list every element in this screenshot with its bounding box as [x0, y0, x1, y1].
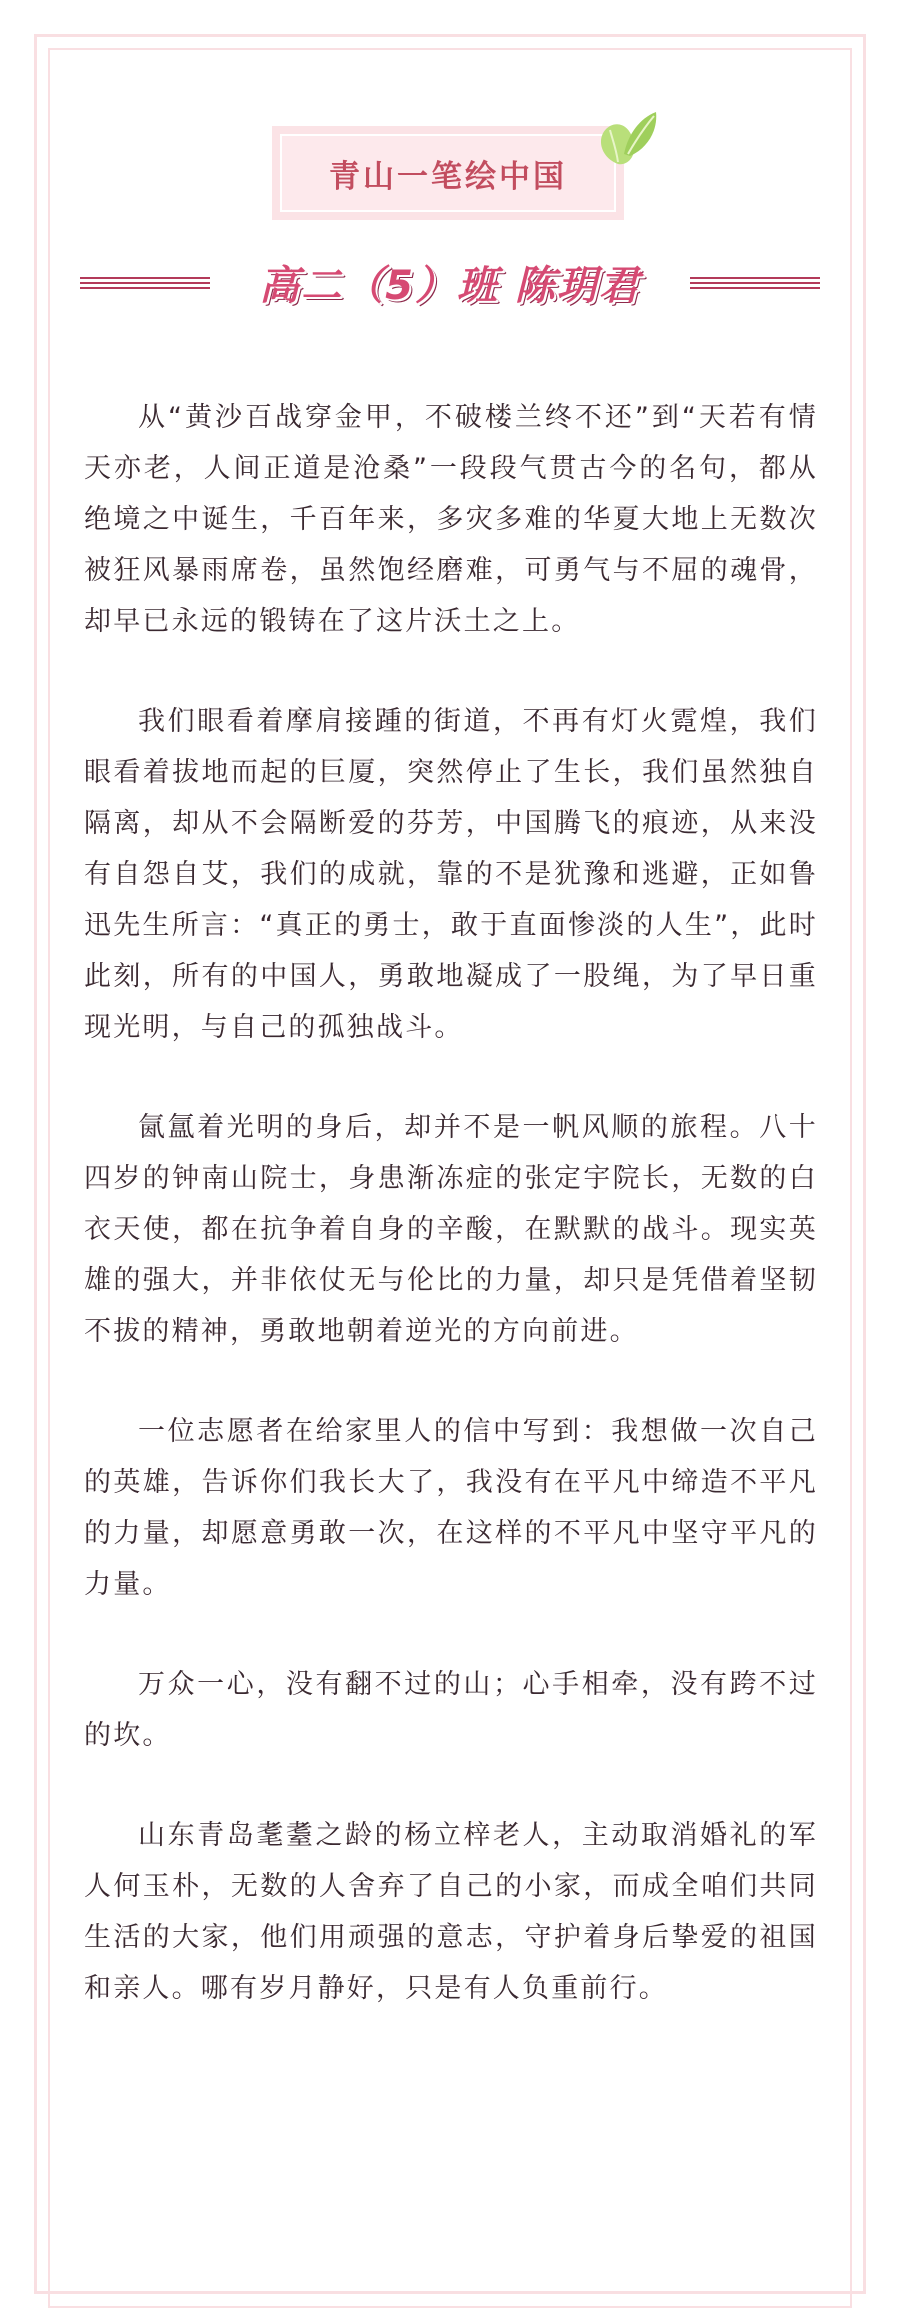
- paragraph: 山东青岛耄耋之龄的杨立梓老人，主动取消婚礼的军人何玉朴，无数的人舍弃了自己的小家，而成全咱们共同生活的大家，他们用顽强的意志，守护着身后挚爱的祖国和亲人。哪有岁月静好，只是有人负重前行。: [84, 1820, 818, 2004]
- paragraph: 万众一心，没有翻不过的山；心手相牵，没有跨不过的坎。: [84, 1669, 818, 1751]
- paragraph: 我们眼看着摩肩接踵的街道，不再有灯火霓煌，我们眼看着拔地而起的巨厦，突然停止了生长，我们虽然独自隔离，却从不会隔断爱的芬芳，中国腾飞的痕迹，从来没有自怨自艾，我们的成就，靠的不是犹豫和逃避，正如鲁迅先生所言：“真正的勇士，敢于直面惨淡的人生”，此时此刻，所有的中国人，勇敢地凝成了一股绳，为了早日重现光明，与自己的孤独战斗。: [84, 706, 818, 1043]
- byline-row: [80, 256, 820, 316]
- left-rule: [80, 277, 210, 289]
- leaf-icon: [588, 104, 660, 176]
- article-title: 青山一笔绘中国: [280, 134, 616, 212]
- author-byline: 高二（5）班 陈玥君: [259, 263, 641, 309]
- title-banner: [272, 126, 624, 220]
- article-body: [84, 392, 818, 2063]
- right-rule: [690, 277, 820, 289]
- paragraph: 从“黄沙百战穿金甲，不破楼兰终不还”到“天若有情天亦老，人间正道是沧桑”一段段气贯古今的名句，都从绝境之中诞生，千百年来，多灾多难的华夏大地上无数次被狂风暴雨席卷，虽然饱经磨难，可勇气与不屈的魂骨，却早已永远的锻铸在了这片沃土之上。: [84, 402, 818, 637]
- paragraph: 一位志愿者在给家里人的信中写到：我想做一次自己的英雄，告诉你们我长大了，我没有在平凡中缔造不平凡的力量，却愿意勇敢一次，在这样的不平凡中坚守平凡的力量。: [84, 1416, 818, 1600]
- paragraph: 氤氲着光明的身后，却并不是一帆风顺的旅程。八十四岁的钟南山院士，身患渐冻症的张定宇院长，无数的白衣天使，都在抗争着自身的辛酸，在默默的战斗。现实英雄的强大，并非依仗无与伦比的力量，却只是凭借着坚韧不拔的精神，勇敢地朝着逆光的方向前进。: [84, 1112, 818, 1347]
